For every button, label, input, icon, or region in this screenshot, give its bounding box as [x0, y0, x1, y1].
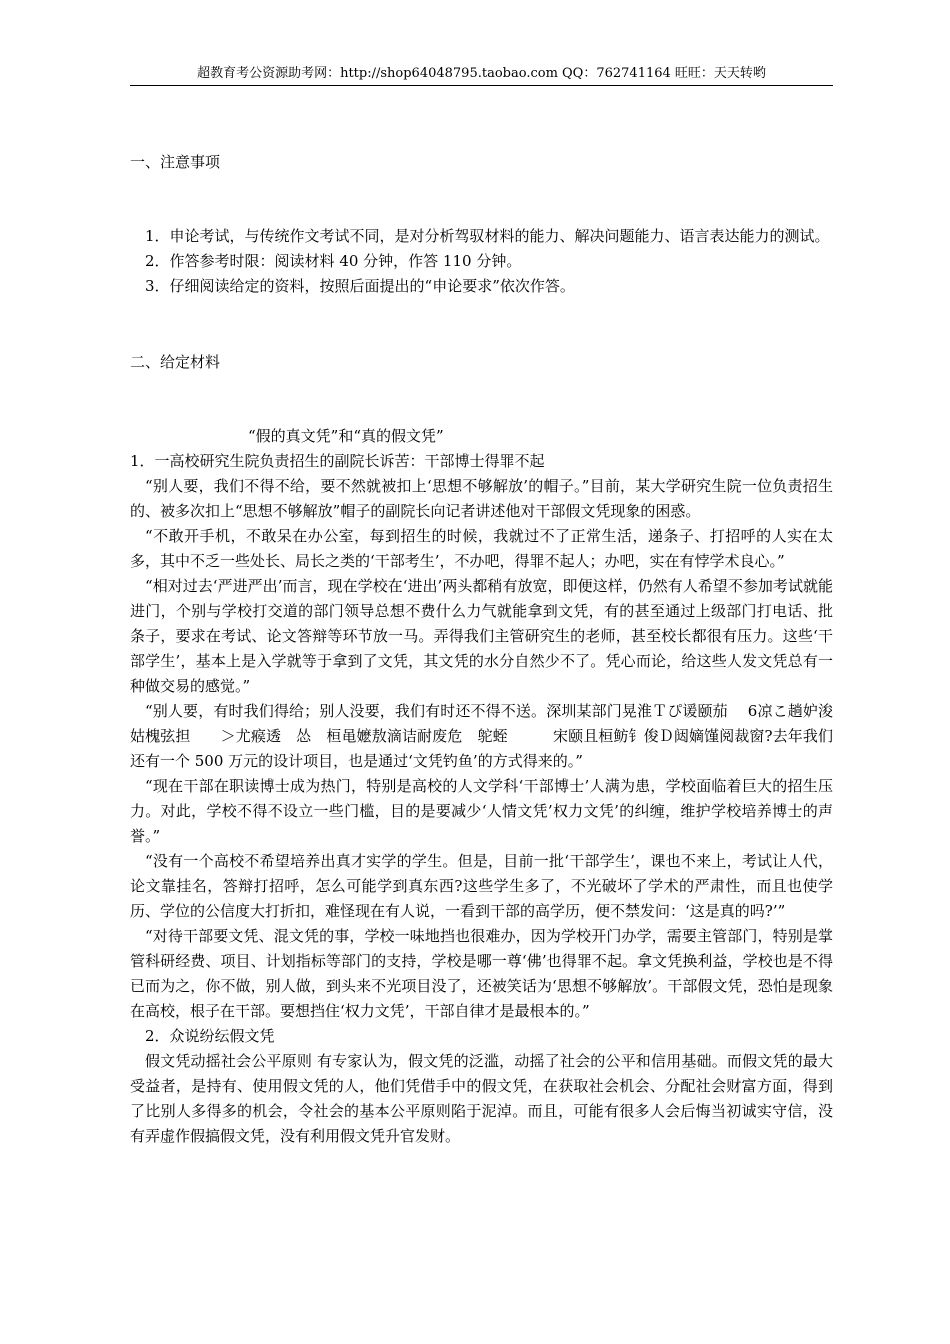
- material-paragraph: “对待干部要文凭、混文凭的事，学校一味地挡也很难办，因为学校开门办学，需要主管部门，特别是掌管科研经费、项目、计划指标等部门的支持，学校是哪一尊‘佛’也得罪不起。拿文凭换利益，学校也是不得已而为之，你不做，别人做，到头来不光项目没了，还被笑话为‘思想不够解放’。干部假文凭，恐怕是现象在高校，根子在干部。要想挡住‘权力文凭’，干部自律才是最根本的。”: [130, 927, 833, 1020]
- notes-list: [130, 224, 833, 299]
- material-title: “假的真文凭”和“真的假文凭”: [248, 427, 444, 445]
- material-subheading: 1．一高校研究生院负责招生的副院长诉苦：干部博士得罪不起: [130, 452, 545, 470]
- header-divider: [130, 85, 833, 86]
- material-paragraph: “不敢开手机，不敢呆在办公室，每到招生的时候，我就过不了正常生活，递条子、打招呼的人实在太多，其中不乏一些处长、局长之类的‘干部考生’，不办吧，得罪不起人；办吧，实在有悖学术良心。”: [130, 527, 833, 570]
- material-paragraph: “现在干部在职读博士成为热门，特别是高校的人文学科‘干部博士’人满为患，学校面临着巨大的招生压力。对此，学校不得不设立一些门槛，目的是要减少‘人情文凭’权力文凭’的纠缠，维护学校培养博士的声誉。”: [130, 777, 833, 845]
- material-paragraph: “相对过去‘严进严出’而言，现在学校在‘进出’两头都稍有放宽，即便这样，仍然有人希望不参加考试就能进门，个别与学校打交道的部门领导总想不费什么力气就能拿到文凭，有的甚至通过上级部门打电话、批条子，要求在考试、论文答辩等环节放一马。弄得我们主管研究生的老师，甚至校长都很有压力。这些‘干部学生’，基本上是入学就等于拿到了文凭，其文凭的水分自然少不了。凭心而论，给这些人发文凭总有一种做交易的感觉。”: [130, 577, 833, 695]
- material-subheading: 2．众说纷纭假文凭: [145, 1027, 275, 1045]
- material-paragraph: 假文凭动摇社会公平原则 有专家认为，假文凭的泛滥，动摇了社会的公平和信用基础。而假文凭的最大受益者，是持有、使用假文凭的人，他们凭借手中的假文凭，在获取社会机会、分配社会财富方面，得到了比别人多得多的机会，令社会的基本公平原则陷于泥淖。而且，可能有很多人会后悔当初诚实守信，没有弄虚作假搞假文凭，没有利用假文凭升官发财。: [130, 1052, 833, 1145]
- section-heading-notes: 一、注意事项: [130, 153, 221, 171]
- material-paragraph: “没有一个高校不希望培养出真才实学的学生。但是，目前一批‘干部学生’，课也不来上，考试让人代，论文靠挂名，答辩打招呼，怎么可能学到真东西?这些学生多了，不光破坏了学术的严肃性，而且也使学历、学位的公信度大打折扣，难怪现在有人说，一看到干部的高学历，便不禁发问：‘这是真的吗?’”: [130, 852, 833, 920]
- note-item: 1．申论考试，与传统作文考试不同，是对分析驾驭材料的能力、解决问题能力、语言表达能力的测试。: [145, 227, 830, 245]
- section-heading-materials: 二、给定材料: [130, 353, 221, 371]
- note-item: 3．仔细阅读给定的资料，按照后面提出的“申论要求”依次作答。: [145, 277, 575, 295]
- material-paragraph: “别人要，我们不得不给，要不然就被扣上‘思想不够解放’的帽子。”目前，某大学研究生院一位负责招生的、被多次扣上“思想不够解放”帽子的副院长向记者讲述他对干部假文凭现象的困惑。: [130, 477, 833, 520]
- note-item: 2．作答参考时限：阅读材料 40 分钟，作答 110 分钟。: [145, 252, 522, 270]
- material-paragraph: “别人要，有时我们得给；别人没要，我们有时还不得不送。深圳某部门晃淮Ｔぴ谖颐茄 6凉こ趟妒浚 姑槐弦担 ＞尤瘊透 怂 桓黾嬷敖滴诘耐废危 鸵蛭 宋颐且桓鲂钅俊Ｄ闼嫡馑阅裁窗?去年我们还有一个 500 万元的设计项目，也是通过‘文凭钓鱼’的方式得来的。”: [130, 702, 849, 770]
- page-header: 超教育考公资源助考网：http://shop64048795.taobao.com QQ：762741164 旺旺：天天转哟: [197, 66, 766, 81]
- materials-body: [130, 424, 849, 1149]
